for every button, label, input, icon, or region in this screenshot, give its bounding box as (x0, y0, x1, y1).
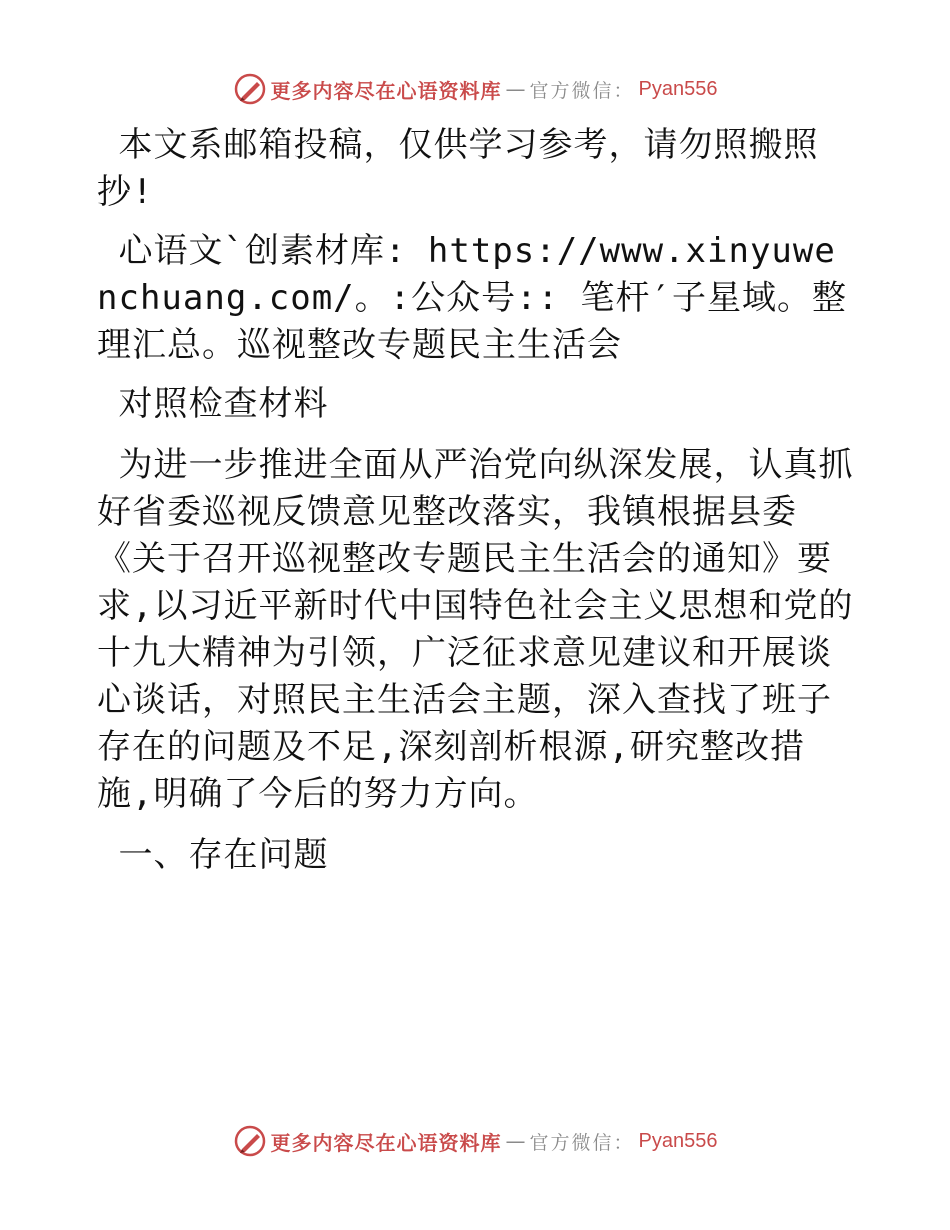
banner-separator: — (505, 77, 526, 101)
disclaimer-paragraph: 本文系邮箱投稿，仅供学习参考，请勿照搬照抄! (97, 125, 819, 212)
source-paragraph: 心语文`创素材库: https://www.xinyuwenchuang.com/。:公众号:: 笔杆′子星域。整理汇总。巡视整改专题民主生活会 (97, 231, 847, 365)
document-body (97, 122, 857, 891)
header-watermark-banner (0, 72, 950, 106)
subtitle-paragraph: 对照检查材料 (97, 384, 329, 424)
pen-logo-icon (233, 72, 267, 106)
intro-paragraph: 为进一步推进全面从严治党向纵深发展，认真抓好省委巡视反馈意见整改落实，我镇根据县委《关于召开巡视整改专题民主生活会的通知》要求,以习近平新时代中国特色社会主义思想和党的十九大精神为引领，广泛征求意见建议和开展谈心谈话，对照民主生活会主题，深入查找了班子存在的问题及不足,深刻剖析根源,研究整改措施,明确了今后的努力方向。 (97, 445, 854, 814)
banner-wechat-id: Pyan556 (638, 1129, 718, 1152)
banner-wechat-label: 官方微信： (529, 79, 635, 102)
banner-title: 更多内容尽在心语资料库 (270, 78, 502, 103)
banner-title: 更多内容尽在心语资料库 (270, 1130, 502, 1155)
section-heading: 一、存在问题 (97, 835, 329, 875)
banner-separator: — (505, 1129, 526, 1153)
banner-wechat-id: Pyan556 (638, 77, 718, 100)
banner-wechat-label: 官方微信： (529, 1131, 635, 1154)
footer-watermark-banner (0, 1124, 950, 1158)
pen-logo-icon (233, 1124, 267, 1158)
